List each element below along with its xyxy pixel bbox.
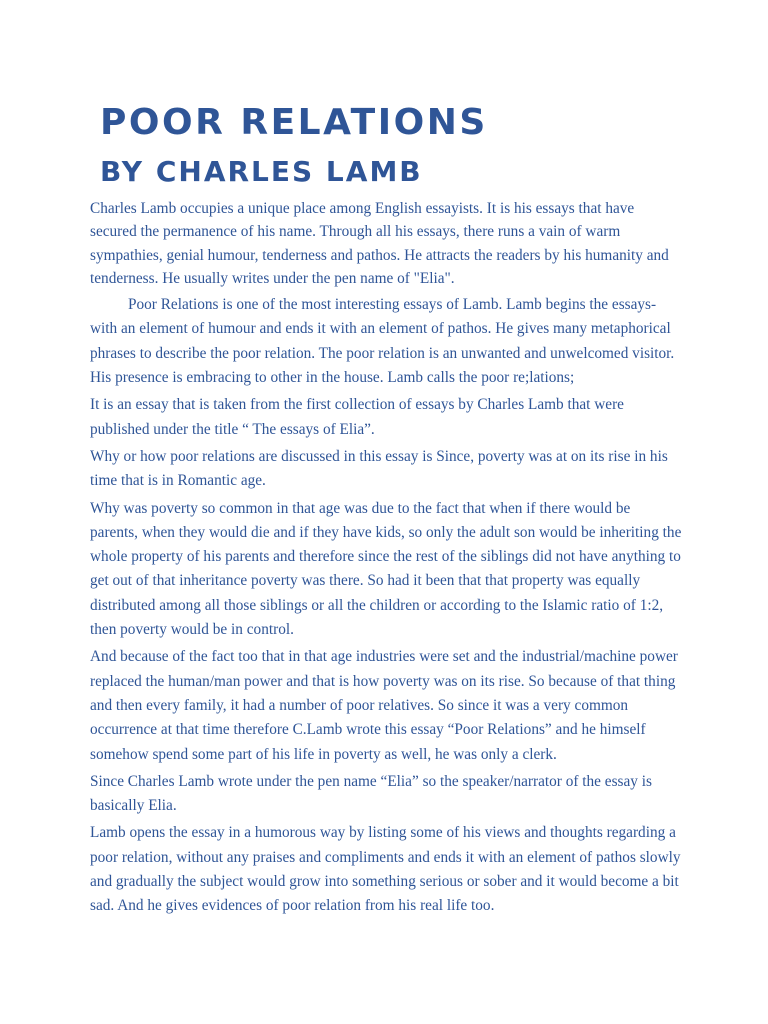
document-body <box>90 197 682 922</box>
paragraph-narrator: Since Charles Lamb wrote under the pen name “Elia” so the speaker/narrator of the essay is basically Elia. <box>90 772 652 815</box>
paragraph-overview: Poor Relations is one of the most interesting essays of Lamb. Lamb begins the essays- with an element of humour and ends it with an element of pathos. He gives many metaphorical phrases to describe the poor relation. The poor relation is an unwanted and unwelcomed visitor. His presence is embracing to other in the house. Lamb calls the poor re;lations; <box>90 296 675 387</box>
paragraph-why: Why or how poor relations are discussed in this essay is Since, poverty was at on its rise in his time that is in Romantic age. <box>90 447 668 490</box>
paragraph-poverty-cause: Why was poverty so common in that age was due to the fact that when if there would be parents, when they would die and if they have kids, so only the adult son would be inheriting the whole property of his parents and therefore since the rest of the siblings did not have anything to get out of that inheritance poverty was there. So had it been that that property was equally distributed among all those siblings or all the children or according to the Islamic ratio of 1:2, then poverty would be in control. <box>90 499 682 639</box>
paragraph-industry: And because of the fact too that in that age industries were set and the industrial/machine power replaced the human/man power and that is how poverty was on its rise. So because of that thing and then every family, it had a number of poor relatives. So since it was a very common occurrence at that time therefore C.Lamb wrote this essay “Poor Relations” and he himself somehow spend some part of his life in poverty as well, he was only a clerk. <box>90 648 678 763</box>
document-title: POOR RELATIONS <box>100 102 488 143</box>
paragraph-opening: Lamb opens the essay in a humorous way by listing some of his views and thoughts regarding a poor relation, without any praises and compliments and ends it with an element of pathos slowly and gradually the subject would grow into something serious or sober and it would become a bit sad. And he gives evidences of poor relation from his real life too. <box>90 824 681 915</box>
paragraph-intro: Charles Lamb occupies a unique place among English essayists. It is his essays that have secured the permanence of his name. Through all his essays, there runs a vain of warm sympathies, genial humour, tenderness and pathos. He attracts the readers by his humanity and tenderness. He usually writes under the pen name of "Elia". <box>90 200 669 287</box>
document-subtitle: BY CHARLES LAMB <box>100 155 423 188</box>
paragraph-source: It is an essay that is taken from the first collection of essays by Charles Lamb that were published under the title “ The essays of Elia”. <box>90 396 624 438</box>
